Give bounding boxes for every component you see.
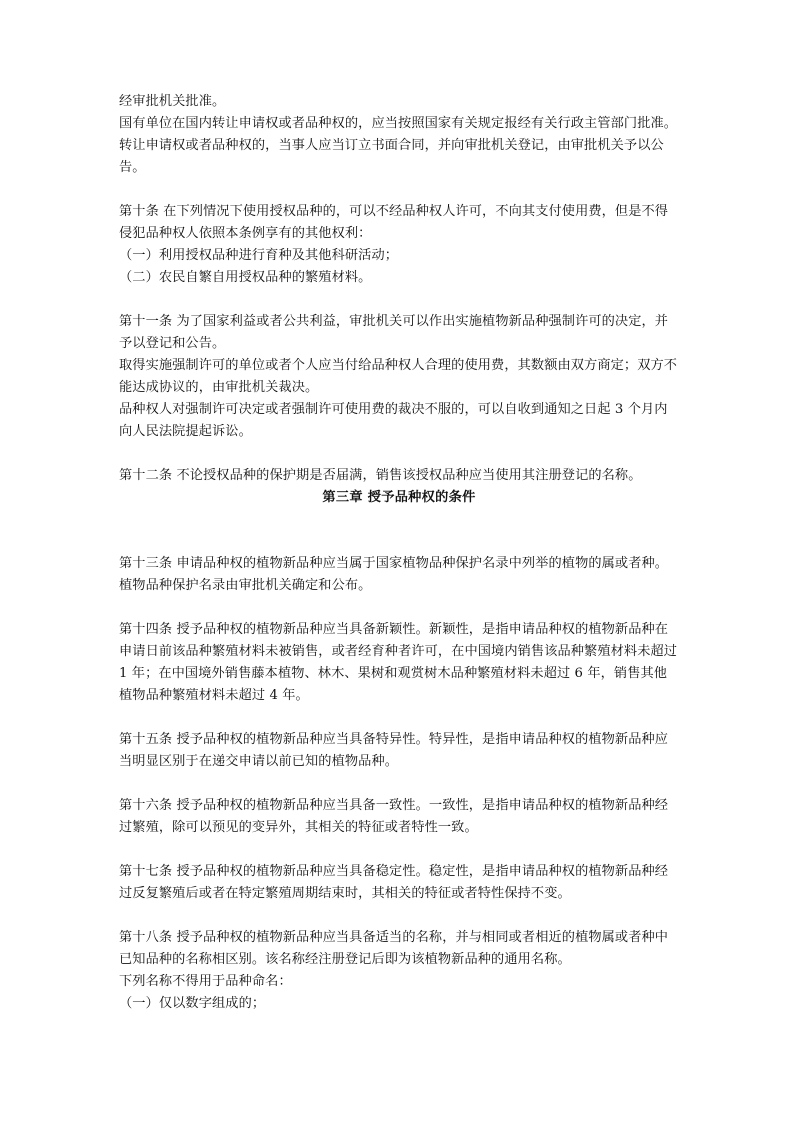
spacer (119, 839, 679, 861)
article-16: 第十六条 授予品种权的植物新品种应当具备一致性。一致性，是指申请品种权的植物新品种经过繁殖，除可以预见的变异外，其相关的特征或者特性一致。 (119, 798, 669, 835)
paragraph: 国有单位在国内转让申请权或者品种权的，应当按照国家有关规定报经有关行政主管部门批准。 (119, 116, 678, 131)
spacer (119, 773, 679, 795)
chapter-heading: 第三章 授予品种权的条件 (322, 490, 476, 505)
paragraph: 转让申请权或者品种权的，当事人应当订立书面合同，并向审批机关登记，由审批机关予以公告。 (119, 138, 664, 175)
spacer (119, 905, 679, 927)
article-10-item-1: （一）利用授权品种进行育种及其他科研活动； (119, 248, 399, 263)
spacer (119, 179, 679, 201)
article-18-paragraph-2: 下列名称不得用于品种命名： (119, 974, 292, 989)
article-15: 第十五条 授予品种权的植物新品种应当具备特异性。特异性，是指申请品种权的植物新品种应当明显区别于在递交申请以前已知的植物品种。 (119, 732, 669, 769)
spacer (119, 509, 679, 553)
article-11-paragraph-2: 取得实施强制许可的单位或者个人应当付给品种权人合理的使用费，其数额由双方商定；双方不能达成协议的，由审批机关裁决。 (119, 358, 678, 395)
article-13: 第十三条 申请品种权的植物新品种应当属于国家植物品种保护名录中列举的植物的属或者种。植物品种保护名录由审批机关确定和公布。 (119, 556, 669, 593)
article-11: 第十一条 为了国家利益或者公共利益，审批机关可以作出实施植物新品种强制许可的决定，并予以登记和公告。 (119, 314, 669, 351)
spacer (119, 597, 679, 619)
spacer (119, 443, 679, 465)
article-10-item-2: （二）农民自繁自用授权品种的繁殖材料。 (119, 270, 372, 285)
spacer (119, 289, 679, 311)
article-17: 第十七条 授予品种权的植物新品种应当具备稳定性。稳定性，是指申请品种权的植物新品种经过反复繁殖后或者在特定繁殖周期结束时，其相关的特征或者特性保持不变。 (119, 864, 669, 901)
paragraph: 经审批机关批准。 (119, 94, 226, 109)
spacer (119, 707, 679, 729)
article-18: 第十八条 授予品种权的植物新品种应当具备适当的名称，并与相同或者相近的植物属或者种中已知品种的名称相区别。该名称经注册登记后即为该植物新品种的通用名称。 (119, 930, 669, 967)
article-18-item-1: （一）仅以数字组成的； (119, 996, 266, 1011)
document-body (119, 91, 679, 1015)
article-14: 第十四条 授予品种权的植物新品种应当具备新颖性。新颖性，是指申请品种权的植物新品种在申请日前该品种繁殖材料未被销售，或者经育种者许可，在中国境内销售该品种繁殖材料未超过 1 年；在中国境外销售藤本植物、林木、果树和观赏树木品种繁殖材料未超过 6 年，销售其他植物品种繁殖材料未超过 4 年。 (119, 622, 678, 703)
article-11-paragraph-3: 品种权人对强制许可决定或者强制许可使用费的裁决不服的，可以自收到通知之日起 3 个月内向人民法院提起诉讼。 (119, 402, 668, 439)
article-12: 第十二条 不论授权品种的保护期是否届满，销售该授权品种应当使用其注册登记的名称。 (119, 468, 642, 483)
article-10: 第十条 在下列情况下使用授权品种的，可以不经品种权人许可，不向其支付使用费，但是不得侵犯品种权人依照本条例享有的其他权利： (119, 204, 669, 241)
